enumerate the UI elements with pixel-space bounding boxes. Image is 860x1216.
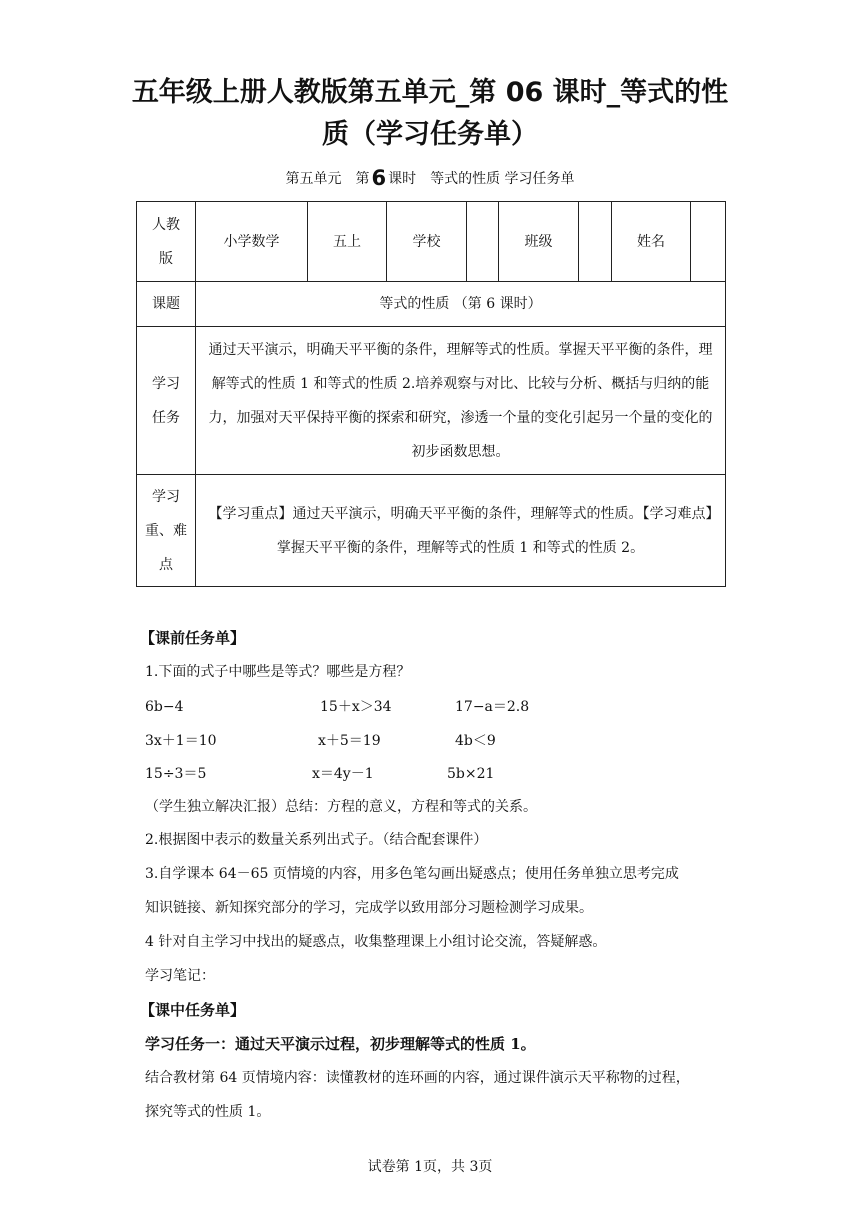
- task-value-cell: 通过天平演示，明确天平平衡的条件，理解等式的性质。掌握天平平衡的条件，理解等式的性质 1 和等式的性质 2.培养观察与对比、比较与分析、概括与归纳的能力，加强对天平保持平衡的探索和研究，渗透一个量的变化引起另一个量的变化的初步函数思想。: [196, 327, 726, 475]
- subtitle-post: 课时 等式的性质 学习任务单: [388, 171, 575, 187]
- class-input-cell[interactable]: [579, 202, 612, 282]
- name-input-cell[interactable]: [691, 202, 726, 282]
- task-1-description-line2: 探究等式的性质 1。: [145, 1104, 271, 1120]
- question-1: 1.下面的式子中哪些是等式？哪些是方程？: [145, 664, 411, 680]
- topic-value-cell: 等式的性质 （第 6 课时）: [196, 282, 726, 327]
- key-label-cell: [137, 475, 196, 587]
- publisher-cell: [137, 202, 196, 282]
- equation-r1c3: 17−a＝2.8: [455, 699, 530, 715]
- summary-text: （学生独立解决汇报）总结：方程的意义，方程和等式的关系。: [145, 799, 537, 815]
- subject-cell: 小学数学: [196, 202, 308, 282]
- question-4: 4 针对自主学习中找出的疑惑点，收集整理课上小组讨论交流，答疑解惑。: [145, 934, 607, 950]
- class-label-cell: 班级: [499, 202, 579, 282]
- equation-r2c3: 4b＜9: [455, 733, 496, 749]
- task-1-description-line1: 结合教材第 64 页情境内容：读懂教材的连环画的内容，通过课件演示天平称物的过程，: [145, 1070, 690, 1086]
- question-2: 2.根据图中表示的数量关系列出式子。（结合配套课件）: [145, 832, 488, 848]
- info-row-task: [137, 327, 726, 475]
- study-notes-label: 学习笔记：: [145, 968, 215, 984]
- school-input-cell[interactable]: [467, 202, 499, 282]
- question-3-line2: 知识链接、新知探究部分的学习，完成学以致用部分习题检测学习成果。: [145, 900, 593, 916]
- info-row-header: [137, 202, 726, 282]
- subtitle-pre: 第五单元 第: [285, 171, 370, 187]
- learning-task-1-heading: 学习任务一：通过天平演示过程，初步理解等式的性质 1。: [145, 1035, 536, 1053]
- task-label-cell: [137, 327, 196, 475]
- equation-r3c2: x＝4y－1: [312, 766, 374, 782]
- question-3-line1: 3.自学课本 64－65 页情境的内容，用多色笔勾画出疑惑点；使用任务单独立思考完成: [145, 866, 679, 882]
- document-subtitle: [120, 167, 740, 190]
- page-footer: 试卷第 1页，共 3页: [367, 1159, 493, 1175]
- equation-r1c2: 15＋x＞34: [320, 699, 392, 715]
- name-label-cell: 姓名: [612, 202, 691, 282]
- grade-cell: 五上: [308, 202, 387, 282]
- info-row-key-points: [137, 475, 726, 587]
- topic-label-cell: 课题: [137, 282, 196, 327]
- equation-r2c1: 3x＋1＝10: [145, 733, 217, 749]
- lesson-info-table: [136, 201, 726, 587]
- document-title-line2: 质（学习任务单）: [322, 119, 538, 150]
- subtitle-lesson-number: 6: [371, 166, 387, 190]
- pre-class-heading: 【课前任务单】: [140, 629, 246, 647]
- info-row-topic: [137, 282, 726, 327]
- key-label-text: 学习重、难点: [145, 488, 187, 573]
- equation-r3c1: 15÷3＝5: [145, 766, 207, 782]
- equation-r3c3: 5b×21: [447, 766, 495, 782]
- task-label-text: 学习任务: [152, 375, 180, 426]
- document-title-line1: 五年级上册人教版第五单元_第 06 课时_等式的性: [131, 77, 729, 108]
- equation-r2c2: x＋5＝19: [318, 733, 381, 749]
- publisher-text: 人教版: [152, 216, 180, 267]
- in-class-heading: 【课中任务单】: [140, 1001, 246, 1019]
- equation-r1c1: 6b−4: [145, 699, 184, 715]
- school-label-cell: 学校: [387, 202, 467, 282]
- key-value-cell: 【学习重点】通过天平演示，明确天平平衡的条件，理解等式的性质。【学习难点】掌握天平平衡的条件，理解等式的性质 1 和等式的性质 2。: [196, 475, 726, 587]
